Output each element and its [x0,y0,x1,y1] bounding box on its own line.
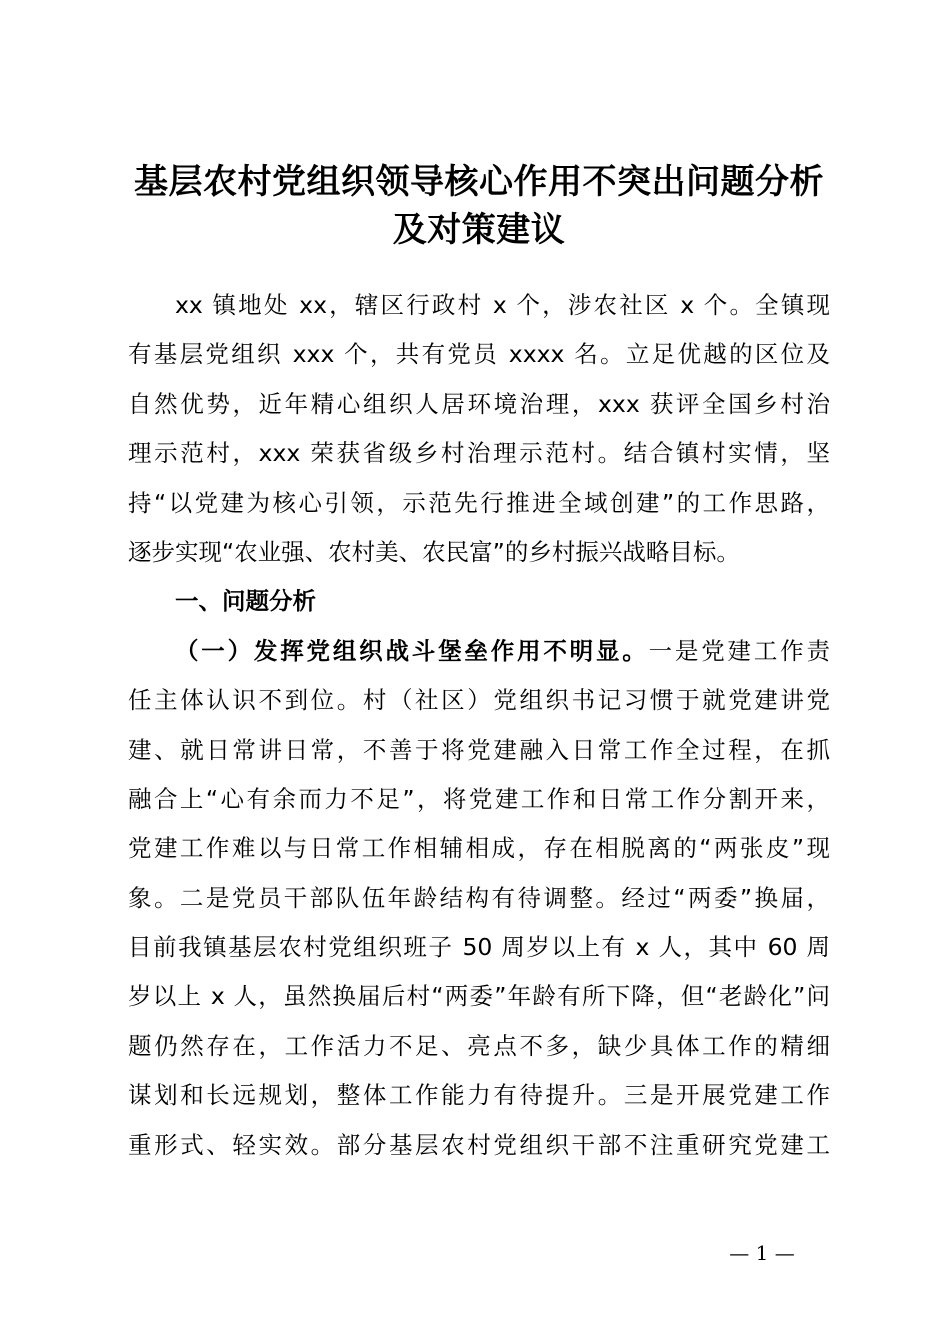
section-heading: 一、问题分析 [175,587,316,616]
paragraph-line: 任主体认识不到位。村（社区）党组织书记习惯于就党建讲党 [128,686,830,715]
subsection-heading: （一）发挥党组织战斗堡垒作用不明显。 [175,636,649,665]
paragraph-line: 谋划和长远规划，整体工作能力有待提升。三是开展党建工作 [128,1081,830,1110]
document-body [128,281,830,1170]
paragraph-line: 自然优势，近年精心组织人居环境治理，xxx 获评全国乡村治 [128,389,830,418]
paragraph-line: 融合上“心有余而力不足”，将党建工作和日常工作分割开来， [128,784,830,813]
paragraph-line: 理示范村，xxx 荣获省级乡村治理示范村。结合镇村实情，坚 [128,439,830,468]
subsection-first-line [128,627,830,676]
paragraph-line: 目前我镇基层农村党组织班子 50 周岁以上有 x 人，其中 60 周 [128,933,830,962]
paragraph-line: xx 镇地处 xx，辖区行政村 x 个，涉农社区 x 个。全镇现 [175,291,830,319]
paragraph-line: 持“以党建为核心引领，示范先行推进全域创建”的工作思路， [128,488,830,517]
document-title-line-2: 及对策建议 [392,210,566,250]
paragraph-line-rest: 一是党建工作责 [648,636,830,665]
paragraph-line: 党建工作难以与日常工作相辅相成，存在相脱离的“两张皮”现 [128,834,830,863]
paragraph-line: 建、就日常讲日常，不善于将党建融入日常工作全过程，在抓 [128,735,830,764]
paragraph-line: 逐步实现“农业强、农村美、农民富”的乡村振兴战略目标。 [128,537,740,566]
paragraph-line: 象。二是党员干部队伍年龄结构有待调整。经过“两委”换届， [128,883,830,912]
page-number: — 1 — [729,1241,795,1265]
paragraph-line: 有基层党组织 xxx 个，共有党员 xxxx 名。立足优越的区位及 [128,340,830,369]
paragraph-line: 题仍然存在，工作活力不足、亮点不多，缺少具体工作的精细 [128,1031,830,1060]
paragraph-line: 重形式、轻实效。部分基层农村党组织干部不注重研究党建工 [128,1130,830,1159]
document-title-line-1: 基层农村党组织领导核心作用不突出问题分析 [134,162,824,202]
paragraph-line: 岁以上 x 人，虽然换届后村“两委”年龄有所下降，但“老龄化”问 [128,982,830,1011]
